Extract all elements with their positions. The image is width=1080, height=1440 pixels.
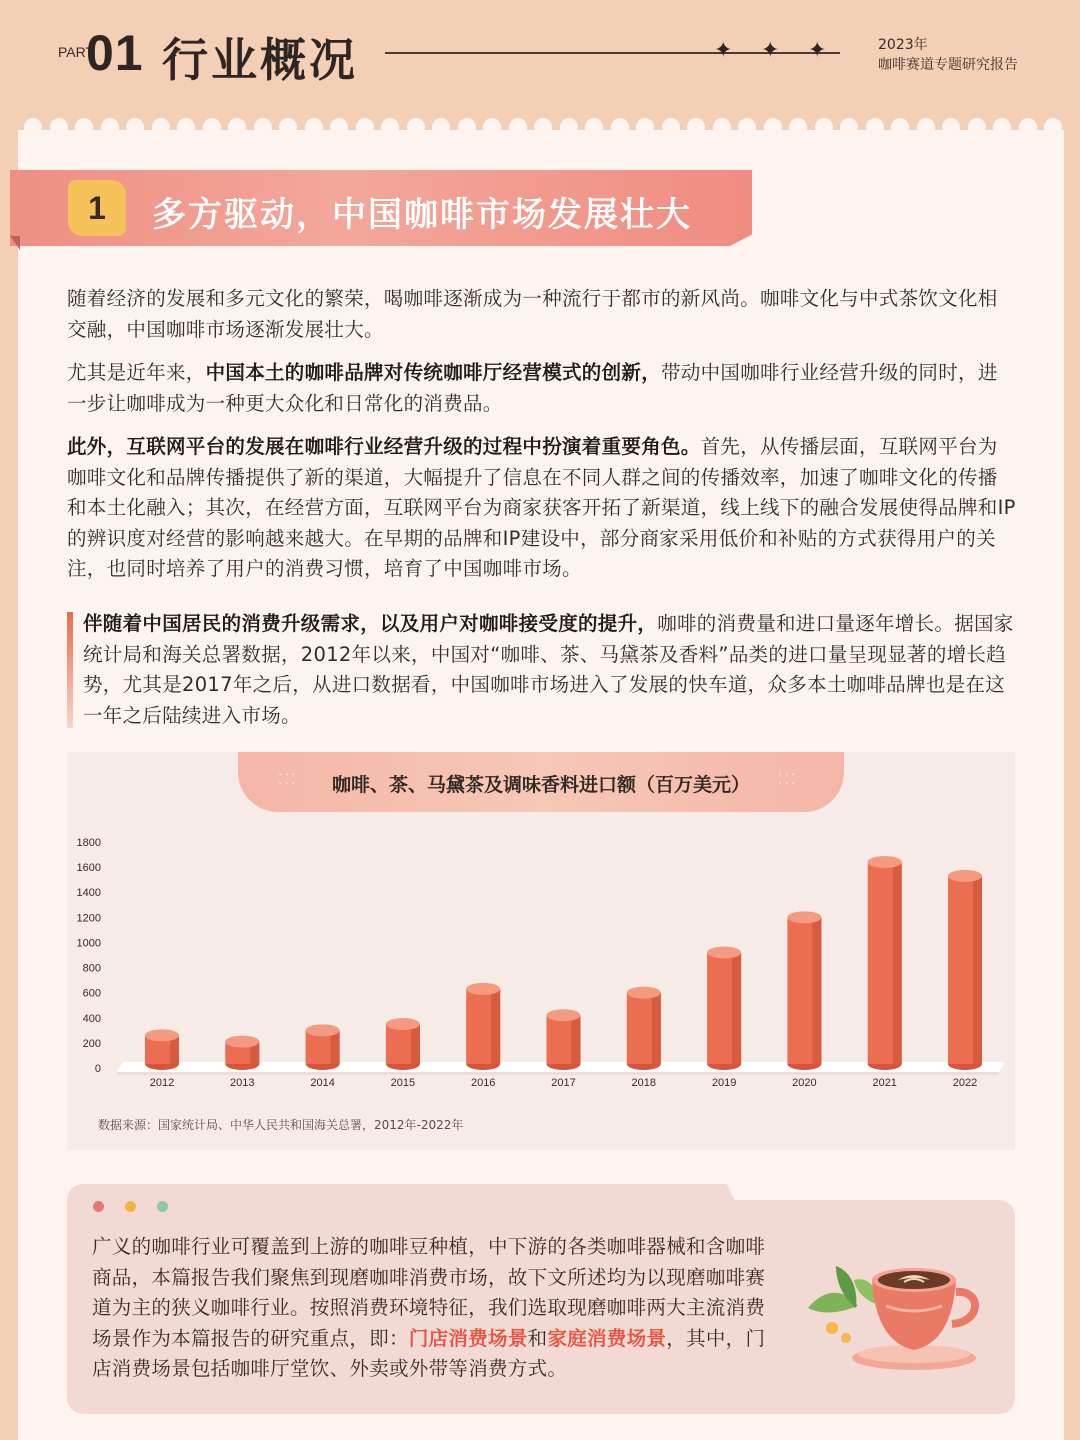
chart-floor-edge — [117, 1072, 999, 1075]
bar-2019 — [707, 946, 741, 1070]
y-tick-label: 800 — [82, 962, 101, 975]
x-tick-label: 2012 — [149, 1077, 175, 1089]
bar-2012 — [145, 1029, 179, 1070]
part-label: PART — [58, 44, 95, 60]
scallop-bump — [203, 118, 221, 136]
paragraph-text: 首先，从传播层面，互联网平台为咖啡文化和品牌传播提供了新的渠道，大幅提升了信息在不同人群之间的传播效率，加速了咖啡文化的传播和本土化融入；其次，在经营方面，互联网平台为商家获客开拓了新渠道，线上线下的融合发展使得品牌和IP的辨识度对经营的影响越来越大。在早期的品牌和IP建设中，部分商家采用低价和补贴的方式获得用户的关注，也同时培养了用户的消费习惯，培育了中国咖啡市场。 — [67, 435, 1016, 580]
bar-cap — [225, 1036, 259, 1048]
scallop-bump — [687, 118, 705, 136]
bar-2018 — [627, 987, 661, 1070]
scallop-bump — [713, 118, 731, 136]
bar-2022 — [948, 870, 982, 1070]
scallop-bump — [993, 118, 1011, 136]
page-header — [0, 0, 1080, 125]
bar-cap — [787, 911, 821, 923]
scallop-bump — [738, 118, 756, 136]
x-tick-label: 2015 — [390, 1077, 416, 1089]
bar-2021 — [868, 856, 902, 1070]
scallop-bump — [50, 118, 68, 136]
paragraph-text: 尤其是近年来， — [67, 361, 206, 384]
scallop-bump — [254, 118, 272, 136]
bar-shade — [652, 993, 661, 1064]
bar-shade — [572, 1015, 581, 1064]
sparkle-icon: ✦ — [808, 38, 827, 63]
scallop-bump — [407, 118, 425, 136]
y-tick-label: 1200 — [76, 912, 101, 925]
scallop-bump — [101, 118, 119, 136]
part-number: 01 — [86, 25, 144, 81]
scallop-bump — [662, 118, 680, 136]
bar-cap — [627, 987, 661, 999]
y-tick-label: 1600 — [76, 862, 101, 875]
paper-scallop-edge — [18, 118, 1064, 142]
scallop-bump — [381, 118, 399, 136]
bar-2017 — [547, 1009, 581, 1070]
bar-shade — [331, 1030, 340, 1064]
highlight-store-scene: 门店消费场景 — [408, 1326, 528, 1350]
paragraph-text: 咖啡的消费量和进口量逐年增长。据国家统计局和海关总署数据，2012年以来，中国对“咖啡、茶、马黛茶及香料”品类的进口量呈现显著的增长趋势，尤其是2017年之后，从进口数据看，中国咖啡市场进入了发展的快车道，众多本土咖啡品牌也是在这一年之后陆续进入市场。 — [83, 612, 1014, 727]
bar-cap — [707, 946, 741, 958]
coffee-cup-illustration — [806, 1246, 986, 1376]
bar-shade — [732, 952, 741, 1064]
bar-2015 — [386, 1018, 420, 1070]
bar-shade — [411, 1024, 420, 1064]
paragraph-text: 带动中国咖啡行业经营升级的同时，进一步让咖啡成为一种更大众化和日常化的消费品。 — [67, 361, 998, 415]
scallop-bump — [432, 118, 450, 136]
scallop-bump — [891, 118, 909, 136]
scallop-bump — [968, 118, 986, 136]
scallop-bump — [534, 118, 552, 136]
scallop-bump — [585, 118, 603, 136]
scallop-bump — [560, 118, 578, 136]
heading-number-badge: 1 — [68, 180, 126, 236]
y-tick-label: 200 — [82, 1037, 101, 1050]
decor-dots-icon: ⁚⁚⁚ — [278, 772, 298, 788]
bar-shade — [812, 917, 821, 1064]
scallop-bump — [611, 118, 629, 136]
paragraph-emphasis: 伴随着中国居民的消费升级需求，以及用户对咖啡接受度的提升， — [83, 612, 658, 635]
paragraph-local-brands — [67, 358, 1017, 419]
x-tick-label: 2020 — [792, 1077, 817, 1089]
sparkle-icon: ✦ — [761, 38, 780, 63]
note-text-part: 广义的咖啡行业可覆盖到上游的咖啡豆种植，中下游的各类咖啡器械和含咖啡商品，本篇报告我们聚焦到现磨咖啡消费市场，故下文所述均为以现磨咖啡赛道为主的狭义咖啡行业。按照消费环境特征，我们选取现磨咖啡两大主流消费场景作为本篇报告的研究重点，即： — [92, 1235, 766, 1350]
x-tick-label: 2014 — [310, 1077, 335, 1089]
bar-cap — [868, 856, 902, 868]
bar-2020 — [787, 911, 821, 1070]
import-bar-chart — [67, 820, 1015, 1110]
note-text — [92, 1232, 782, 1385]
scallop-bump — [24, 118, 42, 136]
scallop-bump — [152, 118, 170, 136]
quote-accent-bar — [67, 612, 73, 728]
decor-dots-icon: ⁚⁚⁚ — [778, 772, 798, 788]
scallop-bump — [840, 118, 858, 136]
x-tick-label: 2016 — [470, 1077, 496, 1089]
y-tick-label: 0 — [94, 1063, 101, 1075]
note-text-part: ，其中，门店消费场景包括咖啡厅堂饮、外卖或外带等消费方式。 — [92, 1326, 766, 1380]
scallop-bump — [279, 118, 297, 136]
x-tick-label: 2018 — [631, 1077, 657, 1089]
scallop-bump — [942, 118, 960, 136]
scallop-bump — [177, 118, 195, 136]
bar-shade — [893, 862, 902, 1064]
bar-2014 — [306, 1024, 340, 1070]
y-tick-label: 600 — [82, 987, 101, 1000]
scallop-bump — [917, 118, 935, 136]
scallop-bump — [483, 118, 501, 136]
x-tick-label: 2017 — [551, 1077, 576, 1089]
paragraph-emphasis: 中国本土的咖啡品牌对传统咖啡厅经营模式的创新， — [205, 361, 662, 384]
highlight-home-scene: 家庭消费场景 — [547, 1326, 667, 1350]
x-tick-label: 2021 — [872, 1077, 897, 1089]
y-tick-label: 400 — [82, 1012, 101, 1025]
scallop-bump — [305, 118, 323, 136]
scallop-bump — [75, 118, 93, 136]
scallop-bump — [356, 118, 374, 136]
paragraph-intro: 随着经济的发展和多元文化的繁荣，喝咖啡逐渐成为一种流行于都市的新风尚。咖啡文化与中式茶饮文化相交融，中国咖啡市场逐渐发展壮大。 — [67, 287, 998, 341]
bar-2016 — [466, 983, 500, 1070]
scallop-bump — [458, 118, 476, 136]
bar-cap — [547, 1009, 581, 1021]
section-title: 行业概况 — [162, 33, 358, 87]
window-dot-red — [93, 1201, 104, 1212]
window-dot-yellow — [125, 1201, 136, 1212]
bar-shade — [973, 876, 982, 1064]
note-text-part: 和 — [527, 1326, 548, 1350]
scallop-bump — [126, 118, 144, 136]
scallop-bump — [815, 118, 833, 136]
bar-2013 — [225, 1036, 259, 1070]
scallop-bump — [228, 118, 246, 136]
scallop-bump — [866, 118, 884, 136]
report-year: 2023年 — [878, 37, 928, 53]
scallop-bump — [1019, 118, 1037, 136]
chart-title: 咖啡、茶、马黛茶及调味香料进口额（百万美元） — [331, 774, 750, 796]
report-name: 咖啡赛道专题研究报告 — [878, 57, 1018, 73]
sparkle-icon: ✦ — [714, 38, 733, 63]
scallop-bump — [330, 118, 348, 136]
scallop-bump — [789, 118, 807, 136]
y-tick-label: 1800 — [76, 837, 101, 849]
bar-shade — [491, 989, 500, 1064]
bar-cap — [948, 870, 982, 882]
paragraph-consumption-growth — [83, 609, 1017, 731]
x-tick-label: 2013 — [230, 1077, 255, 1089]
y-tick-label: 1000 — [76, 937, 101, 950]
x-tick-label: 2022 — [952, 1077, 978, 1089]
y-tick-label: 1400 — [76, 887, 101, 900]
bar-cap — [386, 1018, 420, 1030]
bar-cap — [306, 1024, 340, 1036]
heading-title: 多方驱动，中国咖啡市场发展壮大 — [152, 195, 692, 235]
x-tick-label: 2019 — [711, 1077, 737, 1089]
chart-source: 数据来源：国家统计局、中华人民共和国海关总署，2012年-2022年 — [98, 1118, 464, 1132]
bar-cap — [466, 983, 500, 995]
bar-cap — [145, 1029, 179, 1041]
scallop-bump — [764, 118, 782, 136]
scallop-bump — [509, 118, 527, 136]
window-dot-green — [157, 1201, 168, 1212]
scallop-bump — [636, 118, 654, 136]
paragraph-emphasis: 此外，互联网平台的发展在咖啡行业经营升级的过程中扮演着重要角色。 — [67, 435, 701, 458]
scallop-bump — [1044, 118, 1062, 136]
paragraph-internet-platforms — [67, 432, 1017, 585]
